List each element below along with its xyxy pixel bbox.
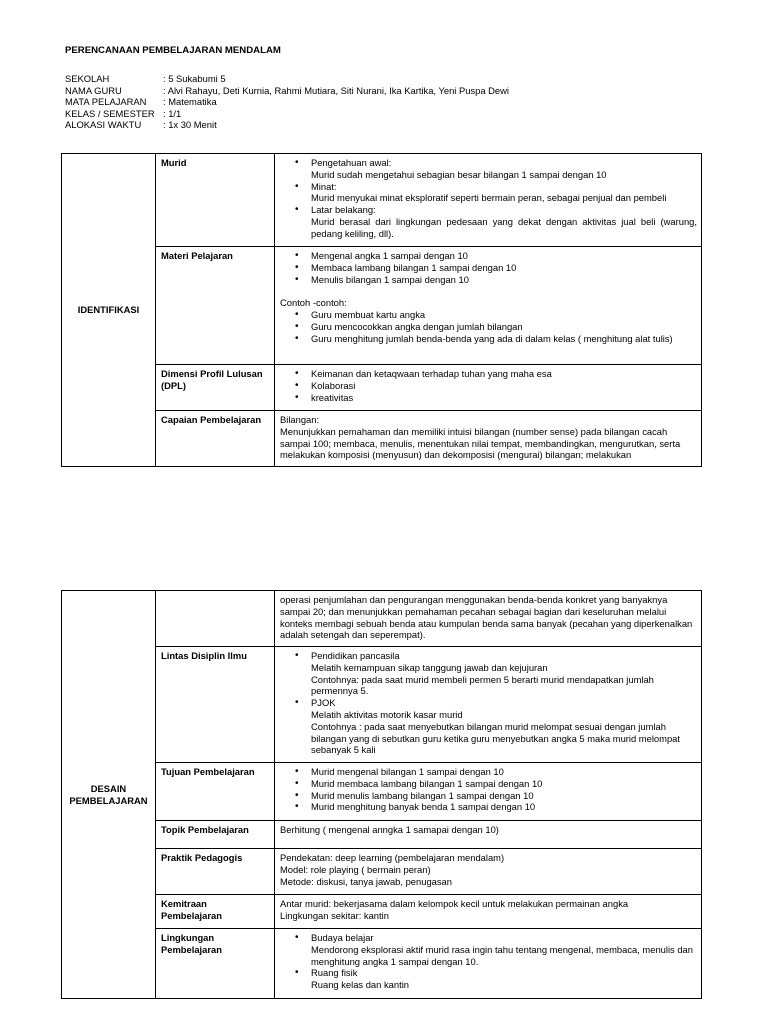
info-label: KELAS / SEMESTER [65, 107, 155, 119]
table-row-praktik [62, 849, 702, 895]
capaian-continued-text: operasi penjumlahan dan pengurangan menggunakan benda-benda konkret yang banyaknya sampai 20; dan menunjukkan pemahaman pecahan sebagai bagian dari keseluruhan melalui konteks membagi sebuah benda atau kumpulan benda sama banyak (pecahan yang diperkenalkan adalah setengah dan seperempat). [280, 594, 693, 641]
list-item: • Guru mencocokkan angka dengan jumlah bilangan [311, 321, 697, 333]
list-item: • Menulis bilangan 1 sampai dengan 10 [311, 274, 697, 286]
list-item: • Murid menulis lambang bilangan 1 sampai dengan 10 [311, 790, 697, 802]
materi-content [275, 247, 702, 365]
capaian-continued [275, 591, 702, 647]
row-label-topik-pembelajaran: Topik Pembelajaran [156, 821, 275, 849]
list-item: • kreativitas [311, 392, 697, 404]
row-label-lingkungan-pembelajaran: Lingkungan Pembelajaran [156, 929, 275, 999]
kemitraan-line: Antar murid: bekerjasama dalam kelompok kecil untuk melakukan permainan angka [280, 898, 629, 909]
info-label: ALOKASI WAKTU [65, 119, 142, 131]
info-value: : 1/1 [163, 107, 182, 119]
table-row-lingkungan [62, 929, 702, 999]
section-label-identifikasi: IDENTIFIKASI [62, 154, 156, 467]
list-item: • Budaya belajar Mendorong eksplorasi aktif murid rasa ingin tahu tentang mengenal, membaca, menulis dan menghitung angka 1 sampai dengan 10. [311, 932, 697, 967]
contoh-label: Contoh -contoh: [280, 297, 347, 309]
info-row-kelas-semester [65, 108, 509, 120]
info-value: : 5 Sukabumi 5 [163, 73, 226, 84]
info-block [65, 73, 509, 131]
murid-content [275, 154, 702, 247]
table-row-dpl [62, 365, 702, 411]
table-row-murid [62, 154, 702, 247]
info-value: : 1x 30 Menit [163, 119, 217, 131]
table-row-capaian [62, 411, 702, 467]
table-row-capaian-lanjutan [62, 591, 702, 647]
list-item: • Pendidikan pancasila Melatih kemampuan sikap tanggung jawab dan kejujuran Contohnya: pada saat murid membeli permen 5 berarti murid mendapatkan jumlah permennya 5. [311, 650, 697, 697]
info-label: NAMA GURU [65, 84, 122, 96]
table-row-topik [62, 821, 702, 849]
list-item: • Guru menghitung jumlah benda-benda yang ada di dalam kelas ( menghitung alat tulis) [311, 333, 697, 345]
row-label-tujuan-pembelajaran: Tujuan Pembelajaran [156, 763, 275, 821]
info-row-alokasi-waktu [65, 119, 509, 131]
list-item: • Minat: Murid menyukai minat eksploratif seperti bermain peran, sebagai penjual dan pembeli [311, 181, 697, 205]
list-item: • Membaca lambang bilangan 1 sampai dengan 10 [311, 262, 697, 274]
empty-label-cell [156, 591, 275, 647]
list-item: • Kolaborasi [311, 380, 697, 392]
info-value: : Matematika [163, 96, 217, 108]
info-row-nama-guru [65, 85, 509, 97]
row-label-dpl: Dimensi Profil Lulusan (DPL) [156, 365, 275, 411]
list-item: • Guru membuat kartu angka [311, 309, 697, 321]
desain-table [61, 590, 702, 999]
table-row-materi [62, 247, 702, 365]
dpl-content [275, 365, 702, 411]
list-item: • Mengenal angka 1 sampai dengan 10 [311, 250, 697, 262]
row-label-murid: Murid [156, 154, 275, 247]
list-item: • Pengetahuan awal: Murid sudah mengetahui sebagian besar bilangan 1 sampai dengan 10 [311, 157, 697, 181]
tujuan-content [275, 763, 702, 821]
praktik-line: Pendekatan: deep learning (pembelajaran mendalam) [280, 852, 505, 863]
praktik-line: Model: role playing ( bermain peran) [280, 863, 431, 875]
list-item: • Murid membaca lambang bilangan 1 sampai dengan 10 [311, 778, 697, 790]
lingkungan-content [275, 929, 702, 999]
row-label-lintas-disiplin-ilmu: Lintas Disiplin Ilmu [156, 647, 275, 763]
kemitraan-line: Lingkungan sekitar: kantin [280, 909, 389, 921]
row-label-materi-pelajaran: Materi Pelajaran [156, 247, 275, 365]
table-row-tujuan [62, 763, 702, 821]
capaian-content [275, 411, 702, 467]
row-label-kemitraan-pembelajaran: Kemitraan Pembelajaran [156, 895, 275, 929]
row-label-capaian-pembelajaran: Capaian Pembelajaran [156, 411, 275, 467]
lintas-content [275, 647, 702, 763]
list-item: • Murid mengenal bilangan 1 sampai dengan 10 [311, 766, 697, 778]
info-row-mata-pelajaran [65, 96, 509, 108]
info-row-sekolah [65, 73, 509, 85]
list-item: • Latar belakang: Murid berasal dari lingkungan pedesaan yang dekat dengan aktivitas jual beli (warung, pedang keliling, dll). [311, 204, 697, 239]
document-title: PERENCANAAN PEMBELAJARAN MENDALAM [65, 45, 281, 56]
table-row-lintas-disiplin [62, 647, 702, 763]
identifikasi-table [61, 153, 702, 467]
info-label: MATA PELAJARAN [65, 96, 147, 108]
list-item: • Ruang fisik Ruang kelas dan kantin [311, 967, 697, 991]
capaian-head: Bilangan: [280, 414, 320, 425]
list-item: • Keimanan dan ketaqwaan terhadap tuhan yang maha esa [311, 368, 697, 380]
praktik-line: Metode: diskusi, tanya jawab, penugasan [280, 875, 452, 887]
topik-content: Berhitung ( mengenal anngka 1 samapai dengan 10) [275, 821, 702, 849]
table-row-kemitraan [62, 895, 702, 929]
list-item: • PJOK Melatih aktivitas motorik kasar murid Contohnya : pada saat menyebutkan bilangan murid melompat sesuai dengan jumlah bilangan yang di sebutkan guru ketika guru menyebutkan angka 5 maka murid melompat sebanyak 5 kali [311, 697, 697, 756]
capaian-text: Menunjukkan pemahaman dan memiliki intuisi bilangan (number sense) pada bilangan cacah sampai 100; membaca, menulis, menentukan nilai tempat, membandingkan, mengurutkan, serta melakukan komposisi (menyusun) dan dekomposisi (mengurai) bilangan; melakukan [280, 425, 681, 461]
info-value: : Alvi Rahayu, Deti Kurnia, Rahmi Mutiara, Siti Nurani, Ika Kartika, Yeni Puspa Dewi [163, 84, 509, 96]
info-label: SEKOLAH [65, 73, 110, 84]
row-label-praktik-pedagogis: Praktik Pedagogis [156, 849, 275, 895]
kemitraan-content [275, 895, 702, 929]
section-label-desain-pembelajaran: DESAIN PEMBELAJARAN [62, 591, 156, 999]
praktik-content [275, 849, 702, 895]
list-item: • Murid menghitung banyak benda 1 sampai dengan 10 [311, 801, 697, 813]
